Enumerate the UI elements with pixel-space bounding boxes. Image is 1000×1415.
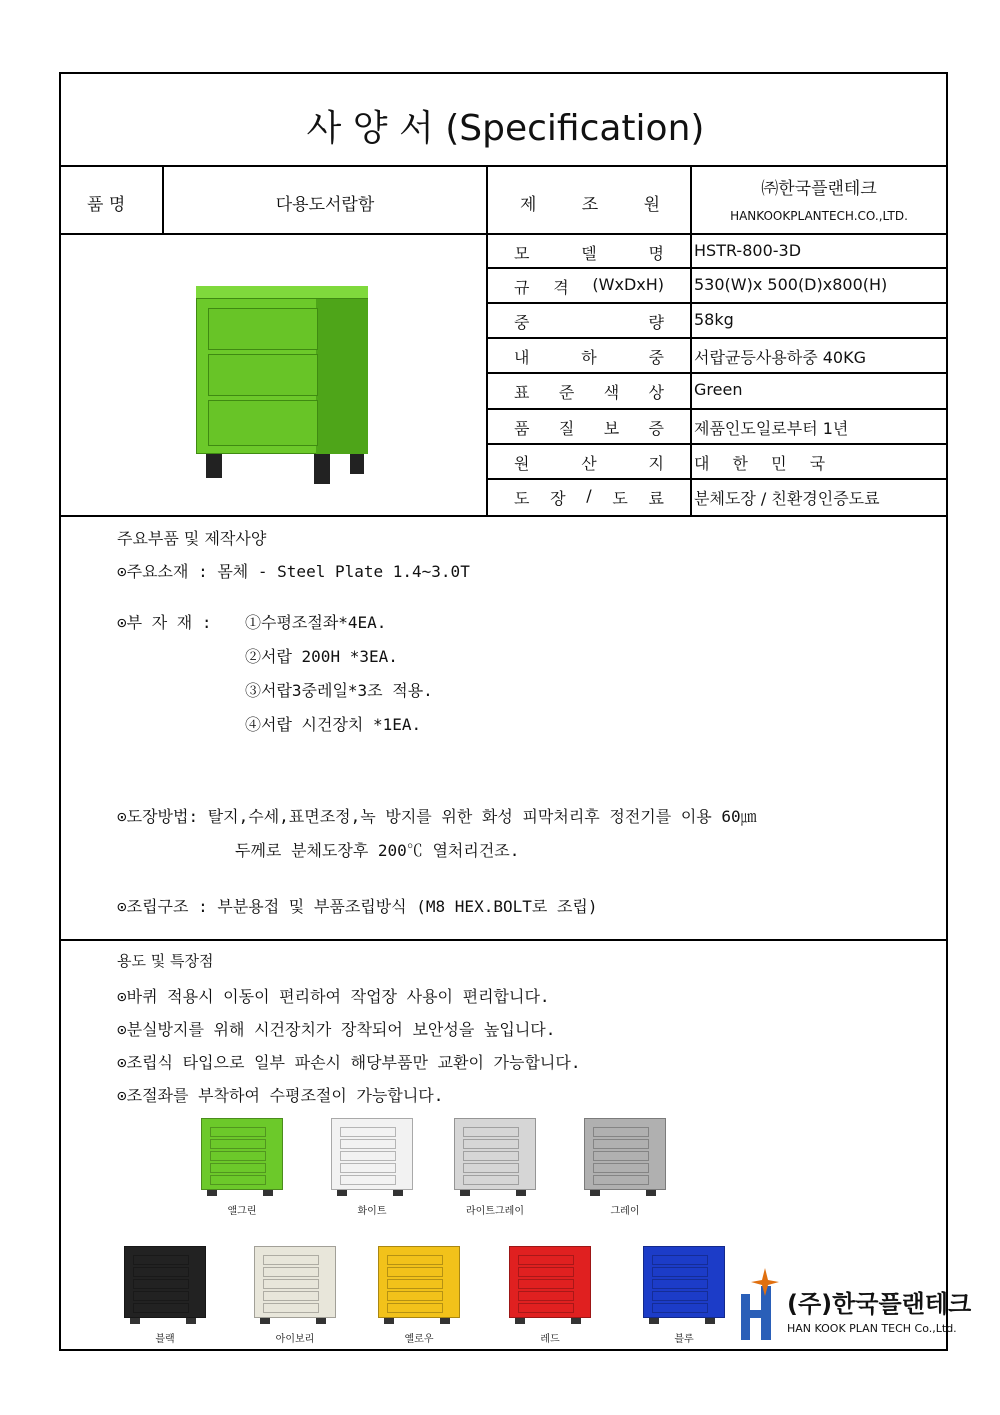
product-image (196, 286, 374, 486)
swatch-drawer (210, 1163, 266, 1173)
swatch-drawer (652, 1279, 708, 1289)
swatch-drawer (463, 1163, 519, 1173)
divider (486, 443, 946, 445)
swatch-foot (571, 1318, 581, 1324)
color-swatch (509, 1246, 599, 1346)
color-swatch (584, 1118, 674, 1218)
swatch-drawer (133, 1267, 189, 1277)
swatch-drawer (518, 1303, 574, 1313)
coating-method: ⊙도장방법: 탈지,수세,표면조정,녹 방지를 위한 화성 피막처리후 정전기를 이용 60㎛ (117, 807, 757, 826)
divider (486, 267, 946, 269)
swatch-foot (460, 1190, 470, 1196)
swatch-drawer (593, 1175, 649, 1185)
usage-item: ⊙조립식 타입으로 일부 파손시 해당부품만 교환이 가능합니다. (117, 1053, 581, 1072)
color-swatch (124, 1246, 214, 1346)
logo-text-en: HAN KOOK PLAN TECH Co.,Ltd. (787, 1322, 957, 1335)
main-material: ⊙주요소재 : 몸체 - Steel Plate 1.4~3.0T (117, 562, 470, 581)
spec-label: 규 격 (WxDxH) (514, 275, 664, 297)
logo-text-ko: (주)한국플랜테크 (787, 1290, 972, 1318)
swatch-foot (384, 1318, 394, 1324)
swatch-foot (705, 1318, 715, 1324)
swatch-drawer (263, 1255, 319, 1265)
drawer-2 (208, 354, 318, 396)
swatch-drawer (133, 1291, 189, 1301)
swatch-drawer (210, 1151, 266, 1161)
spec-label: 표 준 색 상 (514, 383, 664, 402)
leveling-foot (314, 454, 330, 484)
swatch-drawer (133, 1303, 189, 1313)
swatch-drawer (210, 1139, 266, 1149)
swatch-label: 앨그린 (227, 1206, 257, 1217)
swatch-drawer (133, 1279, 189, 1289)
divider (61, 165, 946, 167)
maker-label: 제 조 원 (520, 195, 660, 215)
swatch-foot (440, 1318, 450, 1324)
swatch-drawer (340, 1175, 396, 1185)
swatch-drawer (263, 1291, 319, 1301)
page-title: 사 양 서 (Specification) (306, 108, 705, 149)
spec-value: 530(W)x 500(D)x800(H) (694, 275, 888, 294)
swatch-label: 옐로우 (404, 1334, 434, 1345)
usage-heading: 용도 및 특장점 (117, 952, 214, 970)
swatch-drawer (387, 1303, 443, 1313)
color-swatch (378, 1246, 468, 1346)
swatch-foot (207, 1190, 217, 1196)
swatch-label: 화이트 (357, 1206, 387, 1217)
divider (486, 337, 946, 339)
spec-label: 원 산 지 (514, 454, 664, 473)
swatch-drawer (263, 1267, 319, 1277)
color-swatch (331, 1118, 421, 1218)
swatch-label: 그레이 (610, 1206, 640, 1217)
swatch-drawer (518, 1291, 574, 1301)
swatch-foot (646, 1190, 656, 1196)
swatch-foot (130, 1318, 140, 1324)
spec-label: 품 질 보 증 (514, 419, 664, 438)
drawer-3 (208, 400, 318, 446)
coating-method-cont: 두께로 분체도장후 200℃ 열처리건조. (235, 841, 520, 860)
swatch-drawer (387, 1267, 443, 1277)
spec-value: 서랍균등사용하중 40KG (694, 348, 866, 367)
swatch-label: 블랙 (155, 1334, 175, 1345)
swatch-foot (263, 1190, 273, 1196)
color-swatch (454, 1118, 544, 1218)
swatch-cabinet (331, 1118, 413, 1190)
maker-name: ㈜한국플랜테크 (761, 179, 877, 199)
sub-item: ②서랍 200H *3EA. (245, 647, 398, 666)
swatch-drawer (652, 1291, 708, 1301)
swatch-drawer (210, 1175, 266, 1185)
swatch-foot (393, 1190, 403, 1196)
swatch-drawer (463, 1139, 519, 1149)
swatch-foot (649, 1318, 659, 1324)
product-label: 품 명 (87, 195, 126, 215)
swatch-cabinet (584, 1118, 666, 1190)
swatch-cabinet (509, 1246, 591, 1318)
sub-item: ①수평조절좌*4EA. (245, 613, 387, 632)
usage-item: ⊙바퀴 적용시 이동이 편리하여 작업장 사용이 편리합니다. (117, 987, 550, 1006)
swatch-drawer (518, 1279, 574, 1289)
swatch-cabinet (643, 1246, 725, 1318)
swatch-drawer (593, 1139, 649, 1149)
divider (486, 478, 946, 480)
swatch-cabinet (201, 1118, 283, 1190)
spec-value: Green (694, 380, 743, 399)
divider (486, 372, 946, 374)
drawer-1 (208, 308, 318, 350)
usage-item: ⊙조절좌를 부착하여 수평조절이 가능합니다. (117, 1086, 444, 1105)
sub-item: ③서랍3중레일*3조 적용. (245, 681, 433, 700)
swatch-drawer (652, 1303, 708, 1313)
swatch-drawer (387, 1279, 443, 1289)
spec-label: 내 하 중 (514, 348, 664, 367)
swatch-drawer (463, 1175, 519, 1185)
spec-value: 분체도장 / 친환경인증도료 (694, 489, 880, 508)
leveling-foot (350, 454, 364, 474)
divider (486, 302, 946, 304)
swatch-foot (590, 1190, 600, 1196)
color-swatch (254, 1246, 344, 1346)
swatch-label: 레드 (540, 1334, 560, 1345)
swatch-drawer (593, 1151, 649, 1161)
spec-value: 58kg (694, 310, 734, 329)
product-name: 다용도서랍함 (275, 195, 375, 215)
divider (486, 408, 946, 410)
swatch-drawer (518, 1267, 574, 1277)
spec-value: 대 한 민 국 (694, 454, 826, 473)
spec-label: 도 장 / 도 료 (514, 486, 664, 508)
swatch-drawer (463, 1127, 519, 1137)
swatch-cabinet (454, 1118, 536, 1190)
swatch-cabinet (124, 1246, 206, 1318)
swatch-label: 아이보리 (275, 1334, 315, 1345)
swatch-foot (186, 1318, 196, 1324)
swatch-cabinet (378, 1246, 460, 1318)
color-swatch (643, 1246, 733, 1346)
swatch-label: 라이트그레이 (466, 1206, 524, 1217)
swatch-drawer (387, 1291, 443, 1301)
swatch-drawer (652, 1267, 708, 1277)
spec-sheet-frame (59, 72, 972, 1351)
swatch-drawer (593, 1163, 649, 1173)
sub-material-label: ⊙부 자 재 : (117, 613, 212, 632)
swatch-foot (260, 1318, 270, 1324)
swatch-drawer (133, 1255, 189, 1265)
spec-value: HSTR-800-3D (694, 241, 802, 260)
swatch-drawer (652, 1255, 708, 1265)
company-logo (737, 1266, 972, 1346)
swatch-foot (515, 1318, 525, 1324)
spec-label: 모 델 명 (514, 244, 664, 263)
parts-heading: 주요부품 및 제작사양 (117, 529, 267, 548)
swatch-drawer (340, 1127, 396, 1137)
swatch-drawer (340, 1151, 396, 1161)
leveling-foot (206, 454, 222, 478)
swatch-drawer (263, 1279, 319, 1289)
swatch-drawer (593, 1127, 649, 1137)
spec-value: 제품인도일로부터 1년 (694, 419, 849, 438)
swatch-cabinet (254, 1246, 336, 1318)
swatch-drawer (518, 1255, 574, 1265)
swatch-foot (337, 1190, 347, 1196)
color-swatch (201, 1118, 291, 1218)
logo-mark-icon (737, 1266, 781, 1344)
maker-name-en: HANKOOKPLANTECH.CO.,LTD. (730, 209, 908, 223)
swatch-label: 블루 (674, 1334, 694, 1345)
swatch-drawer (387, 1255, 443, 1265)
swatch-drawer (263, 1303, 319, 1313)
swatch-drawer (463, 1151, 519, 1161)
usage-item: ⊙분실방지를 위해 시건장치가 장착되어 보안성을 높입니다. (117, 1020, 556, 1039)
swatch-foot (516, 1190, 526, 1196)
swatch-foot (316, 1318, 326, 1324)
swatch-drawer (210, 1127, 266, 1137)
assembly-structure: ⊙조립구조 : 부분용접 및 부품조립방식 (M8 HEX.BOLT로 조립) (117, 897, 598, 916)
spec-label: 중 량 (514, 313, 664, 332)
sub-item: ④서랍 시건장치 *1EA. (245, 715, 422, 734)
swatch-drawer (340, 1163, 396, 1173)
swatch-drawer (340, 1139, 396, 1149)
